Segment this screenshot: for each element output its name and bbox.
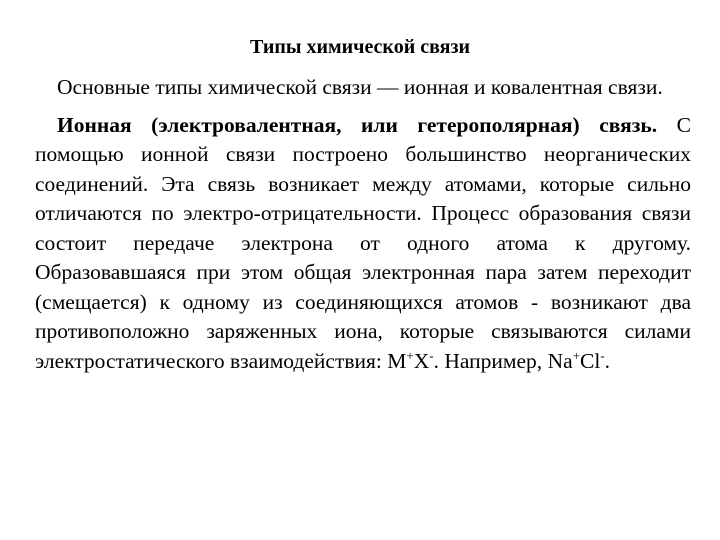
ionic-bond-paragraph xyxy=(35,111,691,377)
formula-cl-charge: - xyxy=(600,347,605,363)
ionic-bond-heading: Ионная (электровалентная, или гетерополярная) связь. xyxy=(57,112,658,137)
formula-end: . xyxy=(604,348,611,373)
formula-x-charge: - xyxy=(429,347,434,363)
formula-na-charge: + xyxy=(572,347,580,363)
ionic-bond-text: С помощью ионной связи построено большинство неорганических соединений. Эта связь возникает между атомами, которые сильно отличаются по электро-отрицательности. Процесс образования связи состоит передаче электрона от одного атома к другому. Образовавшаяся при этом общая электронная пара затем переходит (смещается) к одному из соединяющихся атомов - возникают два противоположно заряженных иона, которые связываются силами электростатического взаимодействия: xyxy=(35,112,691,373)
formula-x: X xyxy=(413,348,430,373)
formula-separator: . Например, xyxy=(433,348,548,373)
formula-na: Na xyxy=(547,348,573,373)
formula-cl: Cl xyxy=(579,348,601,373)
formula-m: M xyxy=(387,348,407,373)
page-title: Типы химической связи xyxy=(249,36,471,58)
formula-m-charge: + xyxy=(406,347,414,363)
intro-paragraph: Основные типы химической связи — ионная и ковалентная связи. xyxy=(57,75,663,99)
body-text xyxy=(35,73,691,376)
